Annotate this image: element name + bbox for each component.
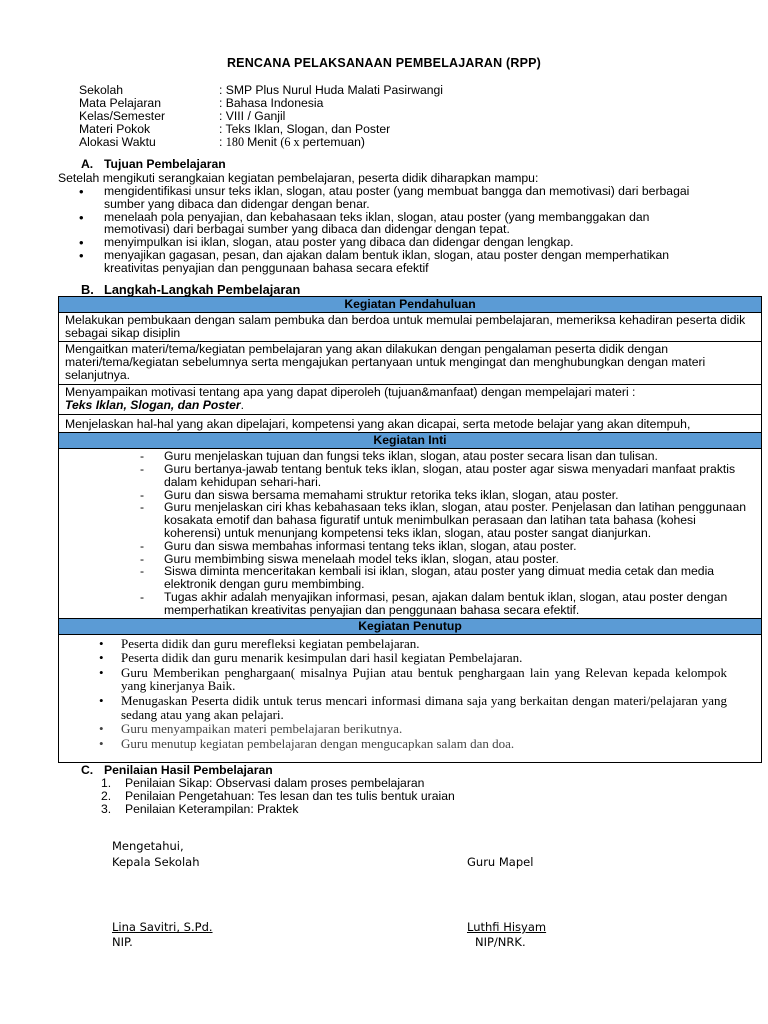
list-item-text: Guru menjelaskan ciri khas kebahasaan teks iklan, slogan, atau poster. Penjelasan dan latihan penggunaan kosakata emotif dan bahasa figuratif untuk menimbulkan perasaan dan latihan tata bahasa (kohesi koherensi) untuk menunjang kompetensi teks iklan, slogan, atau poster sangat dianjurkan. — [164, 500, 747, 540]
list-item-text: Peserta didik dan guru merefleksi kegiatan pembelajaran. — [121, 635, 420, 651]
list-item — [99, 694, 727, 721]
list-item — [135, 565, 755, 591]
list-item — [79, 249, 709, 275]
bullet-icon: • — [99, 635, 104, 651]
value-unit: Menit — [247, 135, 281, 149]
section-title: Tujuan Pembelajaran — [104, 157, 226, 171]
list-item-text: Guru Memberikan penghargaan( misalnya Pujian atau bentuk penghargaan lain yang Relevan kepada kelompok yang kinerjanya Baik. — [121, 664, 727, 694]
section-number: A. — [81, 157, 94, 171]
list-item — [99, 666, 727, 693]
info-value: : Bahasa Indonesia — [219, 96, 324, 110]
list-item-text: Siswa diminta menceritakan kembali isi iklan, slogan, atau poster yang dimuat media cetak dan media elektronik dengan guru membimbing. — [164, 564, 715, 592]
bullet-icon: • — [99, 650, 104, 666]
list-item-text: Penilaian Pengetahuan: Tes lesan dan tes tulis bentuk uraian — [125, 788, 455, 803]
table-row: Mengaitkan materi/tema/kegiatan pembelajaran yang akan dilakukan dengan pengalaman peserta didik dengan materi/tema/kegiatan sebelumnya serta mengajukan pertanyaan untuk mengingat dan menghubungkan dengan materi selanjutnya. — [59, 342, 762, 384]
info-label: Materi Pokok — [79, 122, 151, 136]
info-value — [219, 136, 365, 149]
mengetahui-label: Mengetahui, — [112, 839, 184, 853]
section-c-heading — [81, 764, 273, 777]
kepala-nip: NIP. — [112, 935, 133, 949]
value-end: pertemuan) — [302, 135, 365, 149]
list-item-text: Penilaian Sikap: Observasi dalam proses pembelajaran — [125, 776, 425, 790]
section-number: B. — [81, 282, 94, 297]
list-item-text: menelaah pola penyajian, dan kebahasaan teks iklan, slogan, atau poster (yang membanggakan dan memotivasi) dari berbagai sumber yang dibaca dan didengar dengan tepat. — [104, 209, 650, 237]
list-item-text: Guru membimbing siswa menelaah model teks iklan, slogan, atau poster. — [164, 551, 559, 566]
list-item — [135, 501, 755, 539]
list-item-text: Guru bertanya-jawab tentang bentuk teks iklan, slogan, atau poster agar siswa menyadari manfaat praktis dalam kehidupan sehari-hari. — [164, 461, 736, 489]
motivasi-dot: . — [240, 397, 245, 412]
langkah-pembelajaran-table — [58, 296, 762, 763]
kepala-sekolah-label: Kepala Sekolah — [112, 855, 200, 869]
bullet-icon: • — [99, 664, 104, 680]
guru-nip: NIP/NRK. — [475, 935, 526, 949]
list-item — [99, 722, 727, 736]
section-number: C. — [81, 763, 94, 777]
kepala-sekolah-name: Lina Savitri, S.Pd. — [112, 920, 213, 934]
section-title: Langkah-Langkah Pembelajaran — [104, 282, 301, 297]
dash-marker: - — [140, 551, 145, 566]
list-item-text: Guru dan siswa bersama memahami struktur retorika teks iklan, slogan, atau poster. — [164, 487, 619, 502]
list-item — [79, 185, 709, 211]
list-item — [135, 463, 755, 489]
penutup-list — [65, 637, 727, 762]
list-item-text: Tugas akhir adalah menyajikan informasi, pesan, ajakan dalam bentuk iklan, slogan, atau poster dengan memperhatikan kreativitas penyajian dan penggunaan bahasa secara efektif. — [164, 590, 728, 617]
motivasi-text: Menyampaikan motivasi tentang apa yang dapat diperoleh (tujuan&manfaat) dengan mempelajari materi : — [65, 384, 636, 399]
list-item-text: Guru menyampaikan materi pembelajaran berikutnya. — [121, 721, 403, 737]
table-row — [59, 449, 762, 619]
info-label: Alokasi Waktu — [79, 135, 156, 149]
bullet-icon: • — [79, 184, 84, 199]
guru-mapel-label: Guru Mapel — [467, 855, 534, 869]
info-label: Mata Pelajaran — [79, 96, 161, 110]
dash-marker: - — [140, 487, 145, 502]
section-title: Penilaian Hasil Pembelajaran — [104, 763, 273, 777]
list-item-text: menyajikan gagasan, pesan, dan ajakan dalam bentuk iklan, slogan, atau poster dengan memperhatikan kreativitas penyajian dan penggunaan bahasa secara efektif — [104, 248, 670, 275]
section-a-heading — [81, 158, 226, 171]
dash-marker: - — [140, 590, 145, 605]
penutup-header: Kegiatan Penutup — [59, 618, 762, 634]
dash-marker: - — [140, 564, 145, 579]
table-row: Melakukan pembukaan dengan salam pembuka dan berdoa untuk memulai pembelajaran, memeriksa kehadiran peserta didik sebagai sikap disiplin — [59, 312, 762, 342]
info-value: : Teks Iklan, Slogan, dan Poster — [219, 122, 391, 136]
bullet-icon: • — [99, 693, 104, 709]
list-item-text: Penilaian Keterampilan: Praktek — [125, 801, 299, 816]
item-number: 2. — [101, 788, 112, 803]
list-item-text: Guru dan siswa membahas informasi tentang teks iklan, slogan, atau poster. — [164, 538, 577, 553]
bullet-icon: • — [79, 209, 84, 225]
pendahuluan-header: Kegiatan Pendahuluan — [59, 297, 762, 313]
section-a-intro: Setelah mengikuti serangkaian kegiatan pembelajaran, peserta didik diharapkan mampu: — [58, 171, 539, 185]
info-value: : SMP Plus Nurul Huda Malati Pasirwangi — [219, 83, 443, 97]
list-item — [99, 637, 727, 651]
item-number: 1. — [101, 776, 112, 790]
value-meetings: (6 x — [280, 135, 303, 149]
penilaian-list — [101, 777, 455, 815]
list-item-text: Peserta didik dan guru menarik kesimpulan dari hasil kegiatan Pembelajaran. — [121, 650, 523, 666]
list-item-text: menyimpulkan isi iklan, slogan, atau poster yang dibaca dan didengar dengan lengkap. — [104, 235, 574, 250]
table-row: Menjelaskan hal-hal yang akan dipelajari, kompetensi yang akan dicapai, serta metode belajar yang akan ditempuh, — [59, 414, 762, 433]
value-hours: 180 — [225, 135, 248, 149]
tujuan-list — [79, 185, 709, 275]
table-row — [59, 384, 762, 414]
list-item — [135, 591, 755, 617]
inti-list — [65, 450, 755, 617]
inti-header: Kegiatan Inti — [59, 433, 762, 449]
table-row — [59, 634, 762, 762]
motivasi-topic: Teks Iklan, Slogan, dan Poster — [65, 397, 241, 412]
list-item-text: mengidentifikasi unsur teks iklan, slogan, atau poster (yang membuat bangga dan memotivasi) dari berbagai sumber yang dibaca dan didengar dengan benar. — [104, 184, 690, 211]
dash-marker: - — [140, 449, 145, 464]
section-b-heading — [81, 283, 300, 296]
list-item — [79, 211, 709, 237]
list-item-text: Guru menjelaskan tujuan dan fungsi teks iklan, slogan, atau poster secara lisan dan tulisan. — [164, 449, 658, 464]
list-item — [99, 737, 727, 751]
list-item-text: Guru menutup kegiatan pembelajaran dengan mengucapkan salam dan doa. — [121, 735, 515, 751]
bullet-icon: • — [99, 721, 104, 737]
bullet-icon: • — [79, 235, 84, 251]
info-label: Kelas/Semester — [79, 109, 166, 123]
dash-marker: - — [140, 500, 145, 515]
info-value: : VIII / Ganjil — [219, 109, 286, 123]
dash-marker: - — [140, 461, 145, 476]
guru-mapel-name: Luthfi Hisyam — [467, 920, 547, 934]
bullet-icon: • — [99, 735, 104, 751]
document-title: RENCANA PELAKSANAAN PEMBELAJARAN (RPP) — [226, 56, 542, 70]
list-item-text: Menugaskan Peserta didik untuk terus mencari informasi dimana saja yang berkaitan dengan materi/pelajaran yang sedang atau yang akan pelajari. — [121, 693, 727, 722]
dash-marker: - — [140, 538, 145, 553]
value-prefix: : — [219, 135, 226, 149]
item-number: 3. — [101, 801, 112, 816]
bullet-icon: • — [79, 248, 84, 264]
list-item — [101, 803, 455, 816]
list-item — [99, 651, 727, 665]
info-label: Sekolah — [79, 83, 124, 97]
